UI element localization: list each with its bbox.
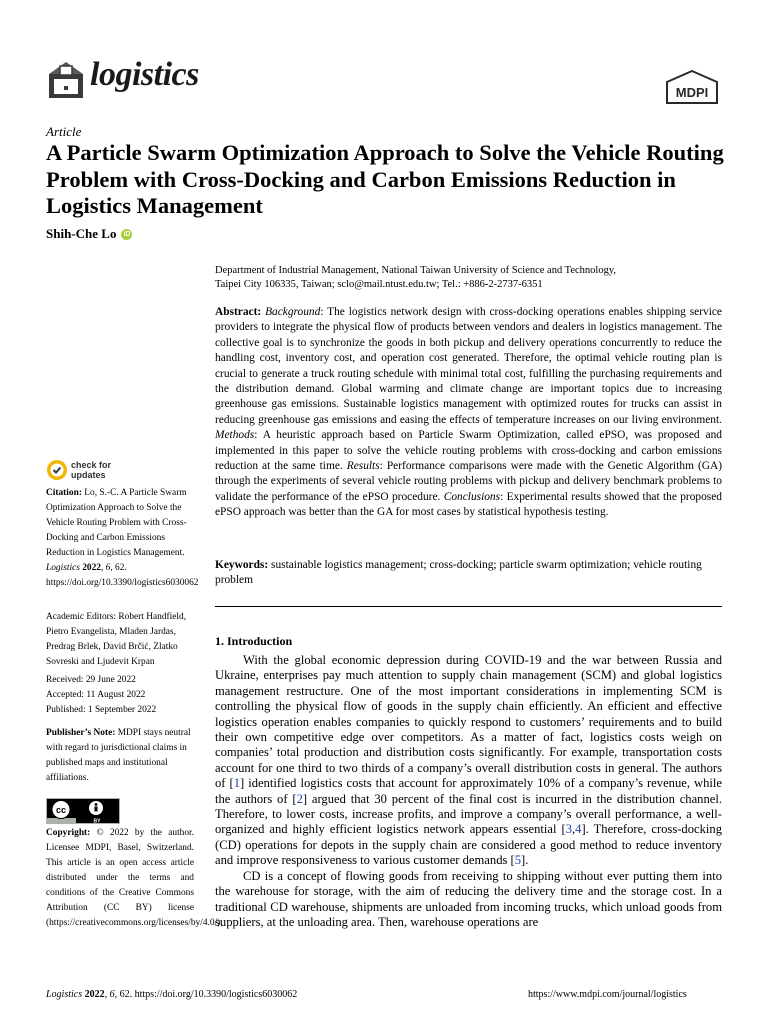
abstract-background-text: : The logistics network design with cross-docking operations enables shipping service providers to integrate the physical flow of products between vendors and dealers in logistics management. The collective goal is to synchronize the goods in both pickup and delivery operations concurrently to reduce the handling cost, inventory cost, and operation cost generated. Therefore, the optimal vehicle routing plan is crucial to generate a truck routing schedule with minimal total cost, fulfilling the purchasing requirements and the distribution demand. Global warming and climate change are important topics due to increasing greenhouse gas emissions. Sustainable logistics management with optimized routes for trucks can assist in reducing greenhouse gas emissions and easing the effects of temperature increases on our living environment.: [215, 306, 722, 426]
citation-link[interactable]: 5: [514, 853, 522, 868]
intro-paragraph: CD is a concept of flowing goods from receiving to shipping without ever putting them into the warehouse for storage, with the aim of reducing the delivery time and the storage cost. In a traditional CD warehouse, shipments are unloaded from incoming trucks, which unload goods from suppliers, at the unloading area. Then, warehouse operations are: [215, 868, 722, 929]
keywords-text: sustainable logistics management; cross-docking; particle swarm optimization; vehicle routing problem: [215, 559, 702, 587]
article-title: A Particle Swarm Optimization Approach to Solve the Vehicle Routing Problem with Cross-Docking and Carbon Emissions Reduction in Logistics Management: [46, 140, 724, 218]
copyright-notice: Copyright: © 2022 by the author. Licensee MDPI, Basel, Switzerland. This article is an open access article distributed under the terms and conditions of the Creative Commons Attribution (CC BY) license (https://creativecommons.org/licenses/by/4.0/).: [46, 828, 223, 928]
affiliation-line: Department of Industrial Management, National Taiwan University of Science and Technology,: [215, 265, 617, 276]
footer-citation: Logistics 2022, 6, 62. https://doi.org/10.3390/logistics6030062: [46, 989, 298, 1000]
cc-by-license-icon[interactable]: [46, 798, 120, 824]
abstract-methods-label: Methods: [215, 429, 255, 442]
keywords: [215, 558, 722, 589]
citation-link[interactable]: 1: [233, 776, 240, 791]
check-updates-icon: [46, 459, 68, 481]
author-line: [46, 226, 132, 242]
orcid-icon[interactable]: iD: [123, 230, 131, 238]
abstract-results-label: Results: [346, 460, 380, 473]
abstract-background-label: Background: [265, 306, 321, 318]
academic-editors: Academic Editors: Robert Handfield, Pietro Evangelista, Mladen Jardas, Predrag Brlek, David Brčić, Zlatko Sovreski and Ljudevit Krpan: [46, 612, 187, 667]
keywords-label: Keywords:: [215, 559, 269, 571]
intro-body: [215, 653, 722, 930]
abstract: [215, 305, 722, 521]
citation-doi[interactable]: , 62. https://doi.org/10.3390/logistics6030062: [46, 563, 199, 588]
footer-journal-url[interactable]: https://www.mdpi.com/journal/logistics: [528, 989, 687, 1000]
svg-text:BY: BY: [93, 818, 101, 824]
intro-paragraph: With the global economic depression during COVID-19 and the war between Russia and Ukraine, enterprises pay much attention to supply chain management (SCM) and global logistics management restructure. One of the most important considerations in implementing SCM is controlling the physical flow of goods in the supply chain efficiently. An efficient and effective logistics operation enables companies to quickly respond to customers’ requirements and to build their own competitive edge over competitors. As a matter of fact, logistics costs weigh on companies’ total production and distribution costs significantly. For example, transportation costs account for one third to two thirds of a company’s overall distribution costs in general. The authors of [1] identified logistics costs that account for approximately 10% of a company’s revenue, while the authors of [2] argued that 30 percent of the final cost is incurred in the distribution channel. Therefore, to lower costs, increase profits, and improve a company’s overall performance, a well-organized and highly efficient logistics network appears essential [3,4]. Therefore, cross-docking (CD) operations for depots in the supply chain are considered a good method to reduce inventory and improve responsiveness to various customer demands [5].: [215, 653, 722, 868]
citation-label: Citation:: [46, 488, 82, 498]
affiliation: [215, 264, 722, 292]
section-divider: [215, 606, 722, 607]
journal-name: logistics: [90, 56, 199, 93]
received-date: Received: 29 June 2022: [46, 675, 136, 685]
published-date: Published: 1 September 2022: [46, 705, 157, 715]
section-heading: 1. Introduction: [215, 634, 293, 648]
check-updates-text: check for updates: [71, 460, 112, 480]
citation-block: Citation: Lo, S.-C. A Particle Swarm Optimization Approach to Solve the Vehicle Routing Problem with Cross-Docking and Carbon Emissions Reduction in Logistics Management. Logistics 2022, 6, 62. https://doi.org/10.3390/logistics6030062: [46, 488, 199, 588]
abstract-results-text: : Performance comparisons were made with the Genetic Algorithm (GA) through the experiments of several vehicle routing problems with pickup and delivery benchmark problems to validate the performance of the ePSO procedure.: [215, 460, 722, 503]
citation-link[interactable]: 2: [296, 791, 303, 806]
article-type: Article: [46, 124, 82, 139]
affiliation-line: Taipei City 106335, Taiwan; sclo@mail.ntust.edu.tw; Tel.: +886-2-2737-6351: [215, 279, 543, 290]
abstract-label: Abstract:: [215, 306, 262, 318]
mdpi-logo-icon: [666, 70, 718, 104]
publisher-note: Publisher’s Note: MDPI stays neutral with regard to jurisdictional claims in published maps and institutional affiliations.: [46, 728, 191, 783]
author-name[interactable]: Shih-Che Lo: [46, 226, 117, 241]
publication-dates: [46, 673, 194, 718]
abstract-methods-text: : A heuristic approach based on Particle Swarm Optimization, called ePSO, was proposed and implemented in this paper to solve the vehicle routing problems with cross-docking and carbon emissions reduction at the same time.: [215, 429, 722, 473]
abstract-conclusions-text: : Experimental results showed that the proposed ePSO approach was better than the GA for most cases by statistical hypothesis testing.: [215, 490, 722, 519]
citation-link[interactable]: 3: [565, 822, 573, 837]
accepted-date: Accepted: 11 August 2022: [46, 690, 146, 700]
footer-doi-link[interactable]: , 62. https://doi.org/10.3390/logistics6030062: [114, 989, 298, 1000]
check-for-updates-badge[interactable]: [46, 459, 111, 481]
citation-link[interactable]: 4: [575, 822, 582, 837]
abstract-conclusions-label: Conclusions: [443, 490, 501, 503]
journal-logo-icon: [46, 60, 86, 100]
publisher-name: MDPI: [675, 85, 709, 100]
svg-text:cc: cc: [55, 805, 67, 815]
